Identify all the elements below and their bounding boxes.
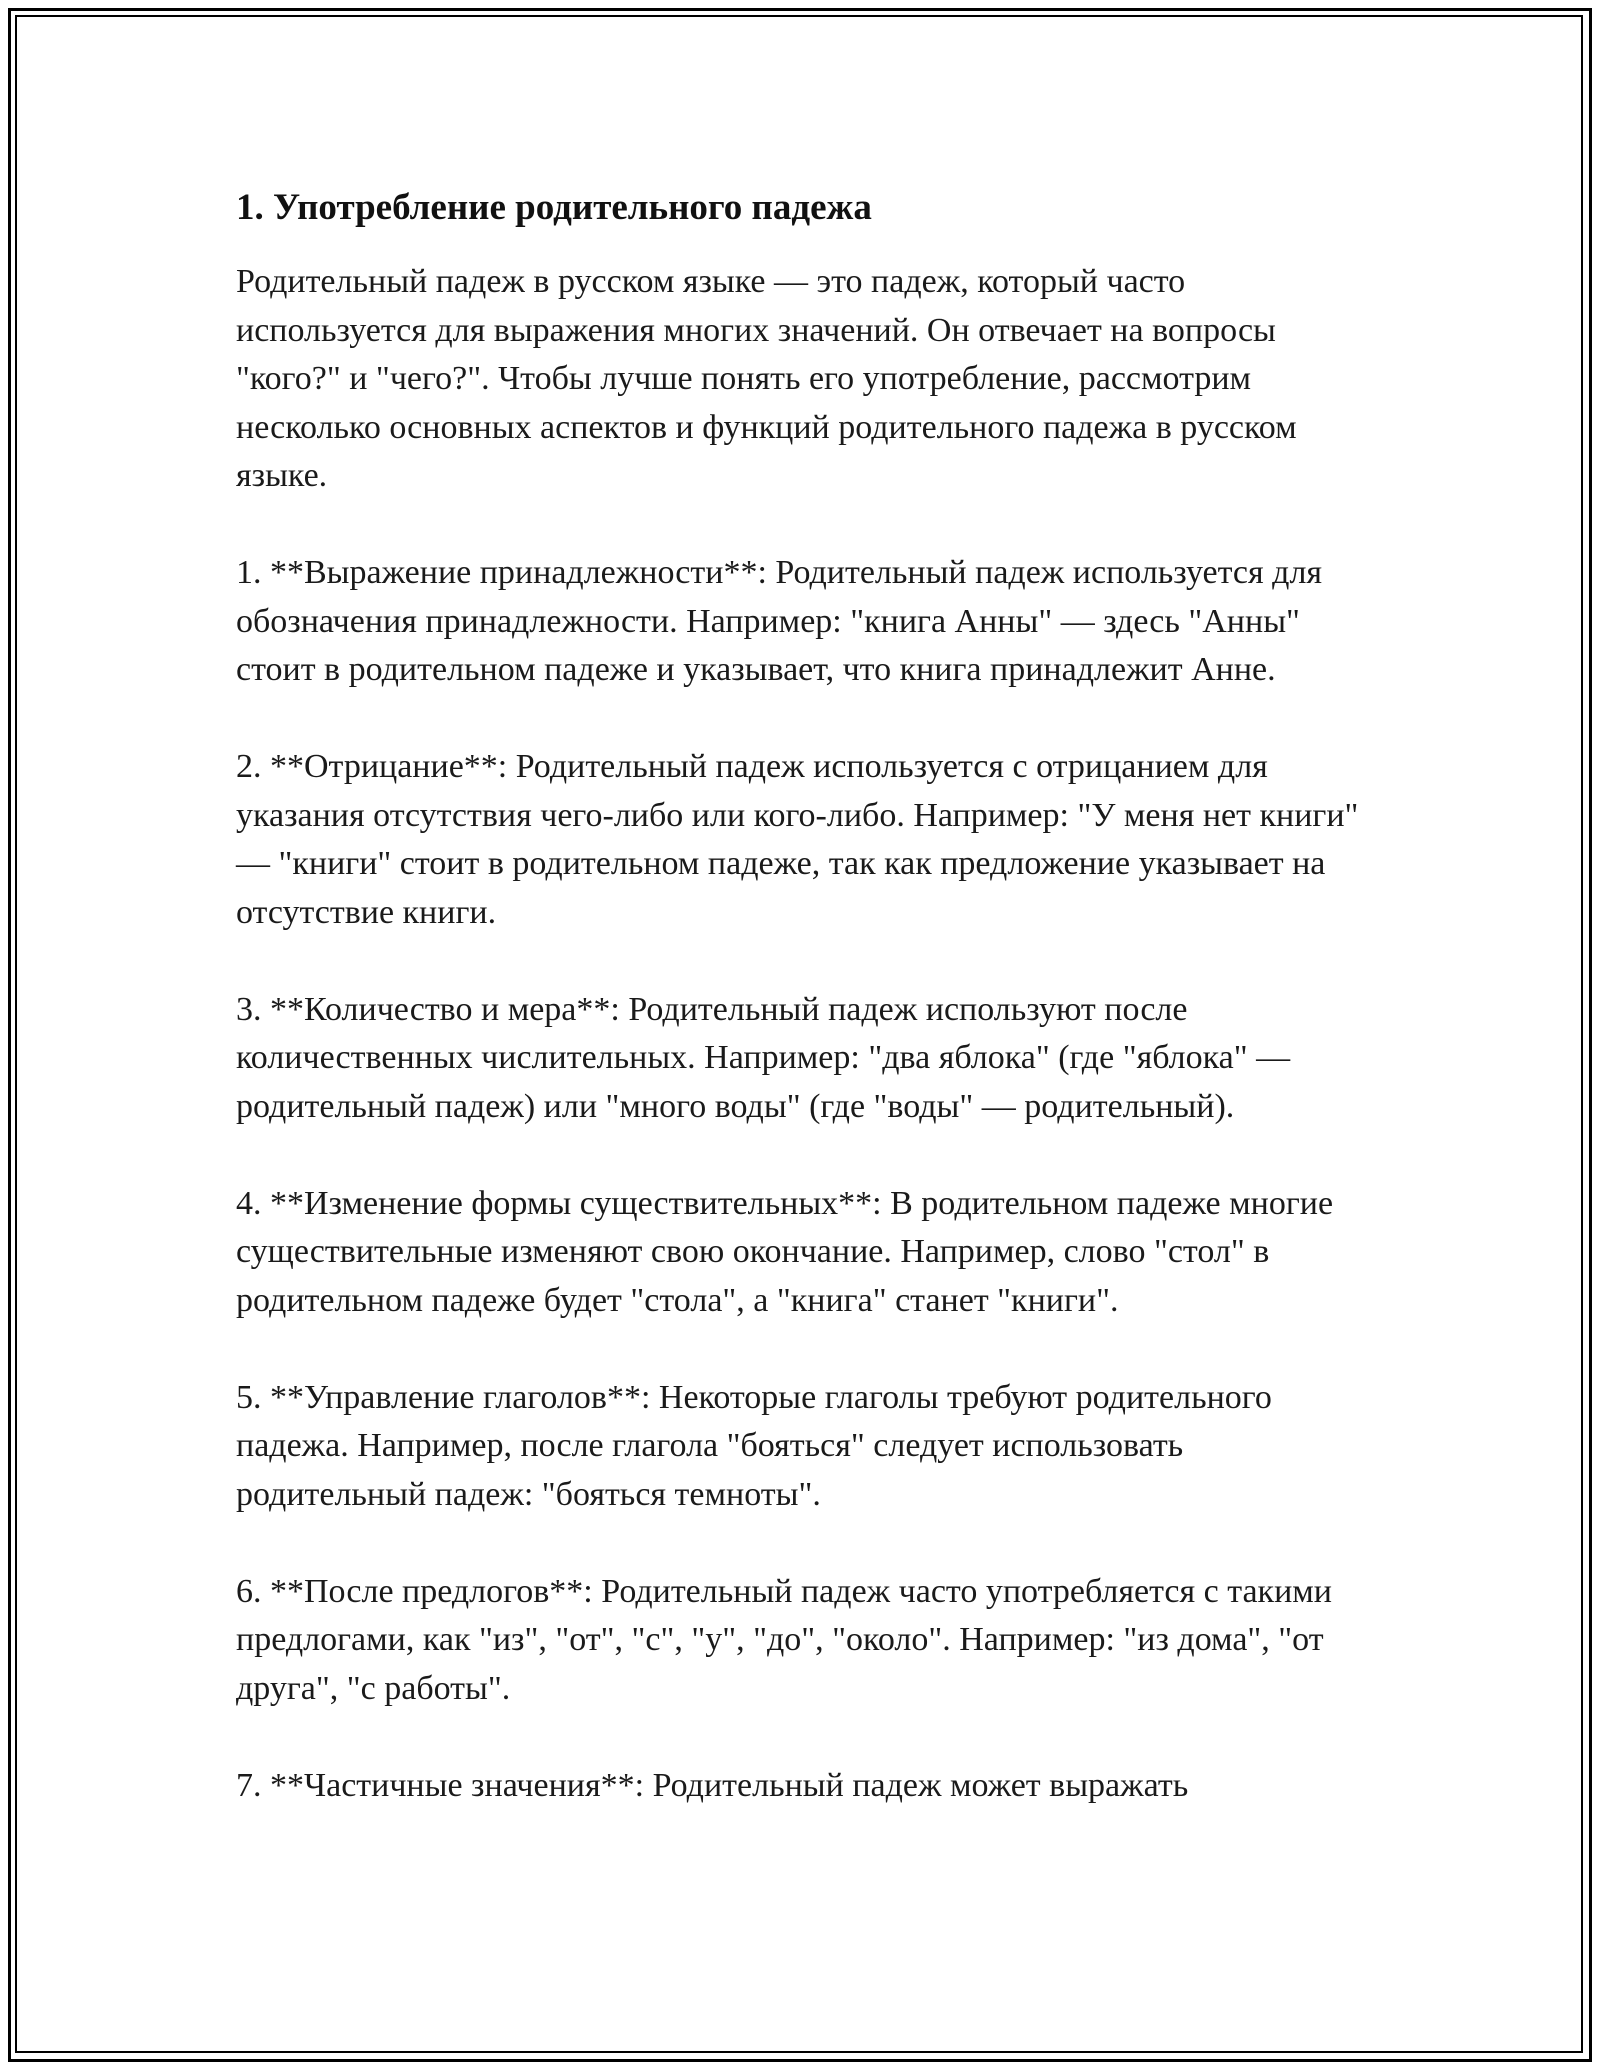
section-heading: 1. Употребление родительного падежа <box>236 187 872 228</box>
list-item-possession: 1. **Выражение принадлежности**: Родительный падеж используется для обозначения принадлежности. Например: "книга Анны" — здесь "Анны" стоит в родительном падеже и указывает, что книга принадлежит Анне. <box>236 554 1323 688</box>
list-item-noun-forms: 4. **Изменение формы существительных**: В родительном падеже многие существительные изменяют свою окончание. Например, слово "стол" в родительном падеже будет "стола", а "книга" станет "книги". <box>236 1184 1334 1319</box>
list-item-negation: 2. **Отрицание**: Родительный падеж используется с отрицанием для указания отсутствия чего-либо или кого-либо. Например: "У меня нет книги" — "книги" стоит в родительном падеже, так как предложение указывает на отсутствие книги. <box>236 748 1359 931</box>
document-body <box>236 184 1376 1810</box>
list-item-verb-government: 5. **Управление глаголов**: Некоторые глаголы требуют родительного падежа. Например, после глагола "бояться" следует использовать родительный падеж: "бояться темноты". <box>236 1378 1272 1513</box>
list-item-quantity: 3. **Количество и мера**: Родительный падеж используют после количественных числительных. Например: "два яблока" (где "яблока" — родительный падеж) или "много воды" (где "воды" — родительный). <box>236 990 1291 1125</box>
intro-paragraph: Родительный падеж в русском языке — это падеж, который часто используется для выражения многих значений. Он отвечает на вопросы "кого?" и "чего?". Чтобы лучше понять его употребление, рассмотрим несколько основных аспектов и функций родительного падежа в русском языке. <box>236 263 1297 494</box>
list-item-prepositions: 6. **После предлогов**: Родительный падеж часто употребляется с такими предлогами, как "из", "от", "с", "у", "до", "около". Например: "из дома", "от друга", "с работы". <box>236 1572 1332 1707</box>
list-item-partitive: 7. **Частичные значения**: Родительный падеж может выражать <box>236 1766 1189 1804</box>
